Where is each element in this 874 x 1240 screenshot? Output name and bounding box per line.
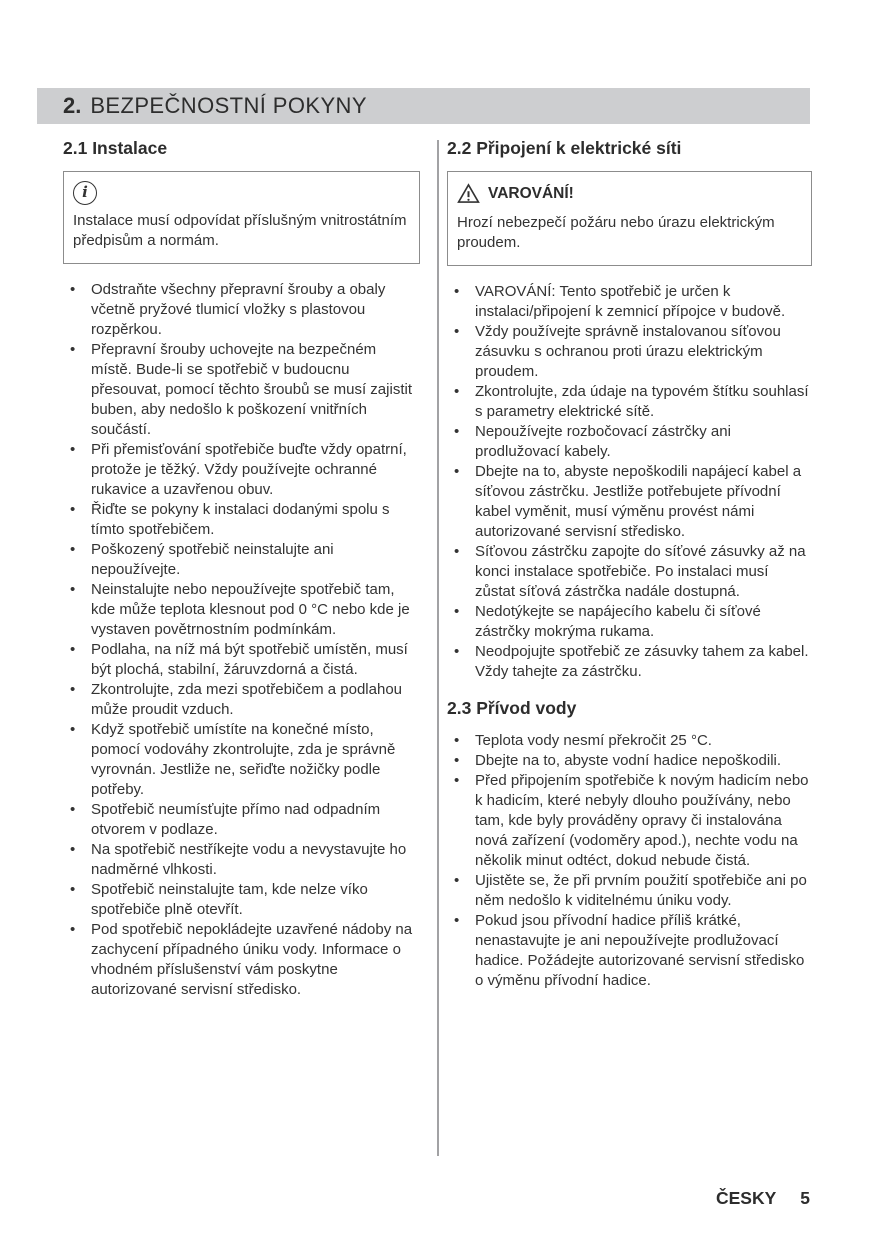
list-item: • VAROVÁNÍ: Tento spotřebič je určen k instalaci/připojení k zemnicí přípojce v budově. bbox=[447, 282, 812, 322]
heading-2-1: 2.1 Instalace bbox=[63, 138, 168, 158]
list-item: • Zkontrolujte, zda mezi spotřebičem a podlahou může proudit vzduch. bbox=[63, 680, 420, 720]
list-item: • Dbejte na to, abyste nepoškodili napájecí kabel a síťovou zástrčku. Jestliže potřebujete přívodní kabel vyměnit, musí výměnu provést námi autorizované servisní středisko. bbox=[447, 462, 812, 542]
list-item: • Když spotřebič umístíte na konečné místo, pomocí vodováhy zkontrolujte, zda je správně vyrovnán. Jestliže ne, seřiďte nožičky podle potřeby. bbox=[63, 720, 420, 800]
electrical-list bbox=[447, 282, 812, 682]
list-item: • Vždy používejte správně instalovanou síťovou zásuvku s ochranou proti úrazu elektrickým proudem. bbox=[447, 322, 812, 382]
list-item: • Na spotřebič nestříkejte vodu a nevystavujte ho nadměrné vlhkosti. bbox=[63, 840, 420, 880]
list-item: • Při přemisťování spotřebiče buďte vždy opatrní, protože je těžký. Vždy používejte ochranné rukavice a uzavřenou obuv. bbox=[63, 440, 420, 500]
list-item: • Neodpojujte spotřebič ze zásuvky tahem za kabel. Vždy tahejte za zástrčku. bbox=[447, 642, 812, 682]
list-item: • Nepoužívejte rozbočovací zástrčky ani prodlužovací kabely. bbox=[447, 422, 812, 462]
list-item: • Podlaha, na níž má být spotřebič umístěn, musí být plochá, stabilní, žáruvzdorná a čistá. bbox=[63, 640, 420, 680]
column-right bbox=[447, 138, 812, 1000]
list-item: • Přepravní šrouby uchovejte na bezpečném místě. Bude-li se spotřebič v budoucnu přesouvat, pomocí těchto šroubů se musí zajistit buben, aby nedošlo k poškození vnitřních součástí. bbox=[63, 340, 420, 440]
info-icon: i bbox=[73, 181, 97, 205]
list-item: • Zkontrolujte, zda údaje na typovém štítku souhlasí s parametry elektrické sítě. bbox=[447, 382, 812, 422]
section-header-bar bbox=[37, 88, 810, 124]
heading-2-3: 2.3 Přívod vody bbox=[447, 698, 577, 718]
installation-list bbox=[63, 280, 420, 1000]
list-item: • Nedotýkejte se napájecího kabelu či síťové zástrčky mokrýma rukama. bbox=[447, 602, 812, 642]
footer-language: ČESKY bbox=[715, 1188, 777, 1208]
list-item: • Poškozený spotřebič neinstalujte ani nepoužívejte. bbox=[63, 540, 420, 580]
warning-box-header bbox=[457, 183, 801, 204]
list-item: • Řiďte se pokyny k instalaci dodanými spolu s tímto spotřebičem. bbox=[63, 500, 420, 540]
warning-box-text: Hrozí nebezpečí požáru nebo úrazu elektrickým proudem. bbox=[457, 214, 775, 251]
list-item: • Dbejte na to, abyste vodní hadice nepoškodili. bbox=[447, 751, 812, 771]
info-box bbox=[63, 171, 420, 264]
list-item: • Síťovou zástrčku zapojte do síťové zásuvky až na konci instalace spotřebiče. Po instalaci musí zůstat síťová zástrčka nadále dostupná. bbox=[447, 542, 812, 602]
heading-2-2: 2.2 Připojení k elektrické síti bbox=[447, 138, 682, 158]
water-supply-list bbox=[447, 731, 812, 991]
page-footer bbox=[716, 1188, 810, 1209]
list-item: • Před připojením spotřebiče k novým hadicím nebo k hadicím, které nebyly dlouho používány, nebo tam, kde byly prováděny opravy či instalována nová zařízení (vodoměry apod.), nechte vodu na několik minut odtéct, dokud nebude čistá. bbox=[447, 771, 812, 871]
list-item: • Ujistěte se, že při prvním použití spotřebiče ani po něm nedošlo k viditelnému úniku vody. bbox=[447, 871, 812, 911]
warning-box bbox=[447, 171, 812, 266]
list-item: • Neinstalujte nebo nepoužívejte spotřebič tam, kde může teplota klesnout pod 0 °C nebo kde je vystaven povětrnostním podmínkám. bbox=[63, 580, 420, 640]
warning-title: VAROVÁNÍ! bbox=[488, 184, 574, 202]
info-box-text: Instalace musí odpovídat příslušným vnitrostátním předpisům a normám. bbox=[73, 212, 407, 249]
content-columns bbox=[63, 138, 812, 1000]
list-item: • Odstraňte všechny přepravní šrouby a obaly včetně pryžové tlumicí vložky s plastovou rozpěrkou. bbox=[63, 280, 420, 340]
list-item: • Pokud jsou přívodní hadice příliš krátké, nenastavujte je ani nepoužívejte prodlužovací hadice. Požádejte autorizované servisní středisko o výměnu přívodní hadice. bbox=[447, 911, 812, 991]
list-item: • Pod spotřebič nepokládejte uzavřené nádoby na zachycení případného úniku vody. Informace o vhodném příslušenství vám poskytne autorizované servisní středisko. bbox=[63, 920, 420, 1000]
section-title: BEZPEČNOSTNÍ POKYNY bbox=[90, 93, 367, 118]
section-number: 2. bbox=[63, 93, 82, 118]
list-item: • Teplota vody nesmí překročit 25 °C. bbox=[447, 731, 812, 751]
column-left bbox=[63, 138, 420, 1000]
footer-page-number: 5 bbox=[800, 1188, 810, 1208]
warning-triangle-icon bbox=[457, 183, 480, 204]
list-item: • Spotřebič neinstalujte tam, kde nelze víko spotřebiče plně otevřít. bbox=[63, 880, 420, 920]
list-item: • Spotřebič neumísťujte přímo nad odpadním otvorem v podlaze. bbox=[63, 800, 420, 840]
